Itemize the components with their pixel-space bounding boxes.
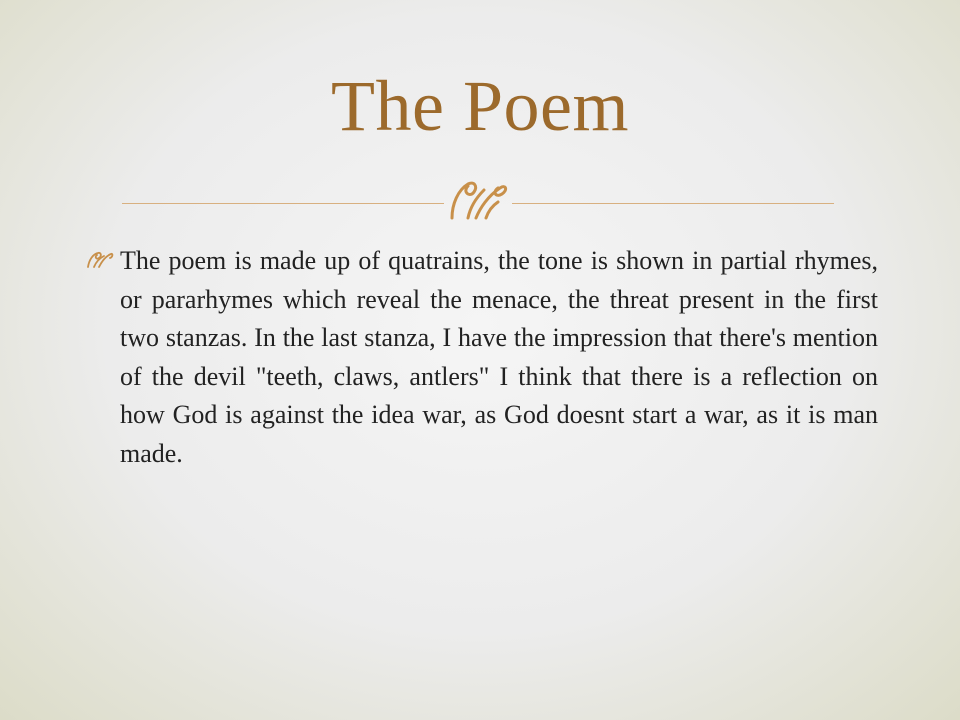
scroll-bullet-icon xyxy=(86,250,114,270)
slide-title: The Poem xyxy=(331,66,629,146)
slide-content xyxy=(86,242,878,473)
title-divider-right xyxy=(512,203,834,204)
title-divider-left xyxy=(122,203,444,204)
bullet-item xyxy=(86,242,878,473)
bullet-text: The poem is made up of quatrains, the tone is shown in partial rhymes, or pararhymes which reveal the menace, the threat present in the first two stanzas. In the last stanza, I have the impression that there's mention of the devil "teeth, claws, antlers" I think that there is a reflection on how God is against the idea war, as God doesnt start a war, as it is man made. xyxy=(120,246,878,468)
scroll-ornament-icon xyxy=(446,178,510,226)
